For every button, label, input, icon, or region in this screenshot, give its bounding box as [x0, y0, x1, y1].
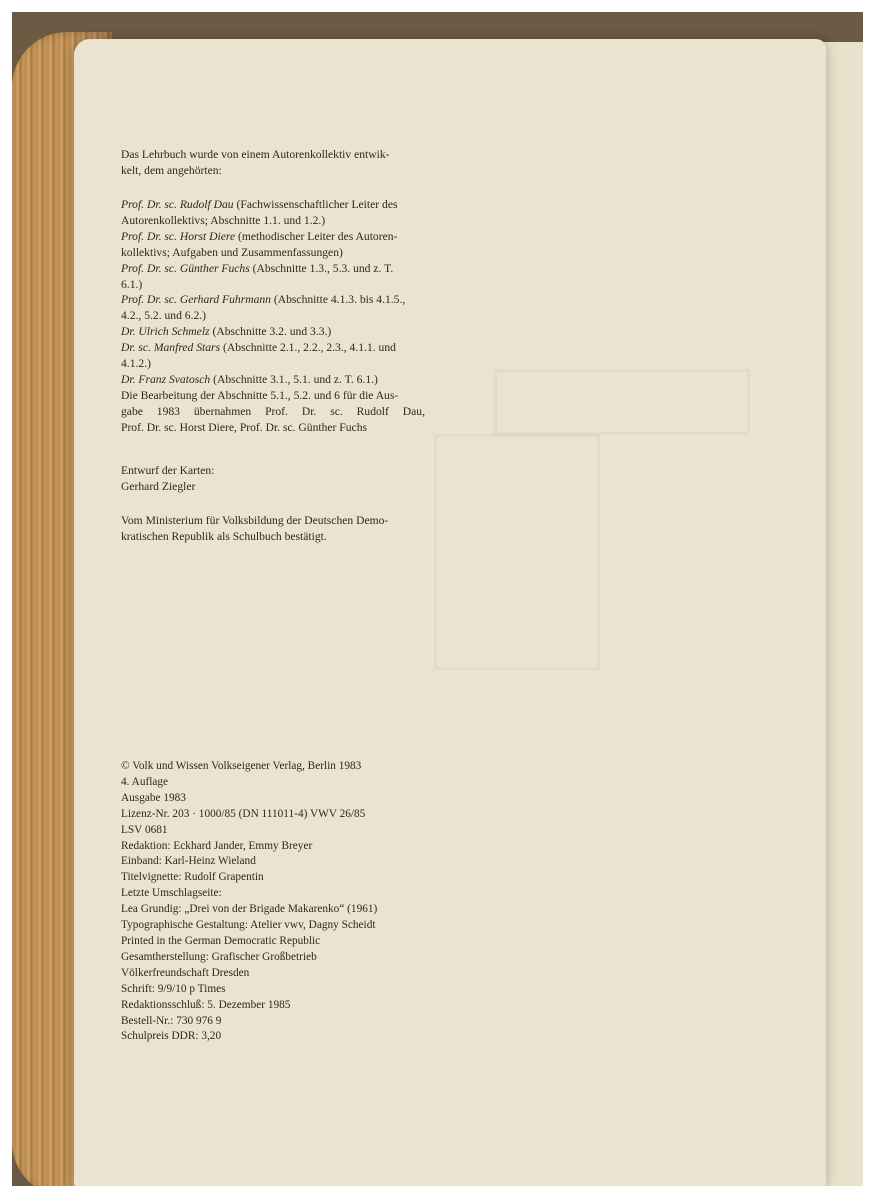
imprint-block	[121, 759, 449, 1045]
imprint-line: Lizenz-Nr. 203 · 1000/85 (DN 111011-4) VWV 26/85	[121, 807, 366, 820]
author-name: Prof. Dr. sc. Horst Diere	[121, 229, 236, 243]
author-entry	[121, 340, 449, 356]
author-name: Prof. Dr. sc. Rudolf Dau	[121, 198, 234, 211]
revision-line: Die Bearbeitung der Abschnitte 5.1., 5.2. und 6 für die Aus-	[121, 388, 399, 402]
author-list	[121, 197, 449, 436]
author-name: Prof. Dr. sc. Gerhard Fuhrmann	[121, 293, 271, 307]
imprint-line: Schulpreis DDR: 3,20	[121, 1030, 222, 1043]
author-name: Dr. sc. Manfred Stars	[121, 341, 221, 355]
author-entry	[121, 197, 449, 213]
author-desc-cont: Autorenkollektivs; Abschnitte 1.1. und 1.2.)	[121, 213, 326, 227]
imprint-line: Titelvignette: Rudolf Grapentin	[121, 871, 264, 884]
maps-credit	[121, 463, 449, 495]
approval-line: Vom Ministerium für Volksbildung der Deutschen Demo-	[121, 514, 389, 527]
imprint-line: LSV 0681	[121, 823, 168, 836]
imprint-line: Letzte Umschlagseite:	[121, 887, 222, 900]
author-entry	[121, 229, 449, 245]
author-desc: (methodischer Leiter des Autoren-	[238, 229, 398, 243]
author-entry	[121, 292, 449, 308]
imprint-line: Schrift: 9/9/10 p Times	[121, 982, 226, 995]
author-entry	[121, 261, 449, 277]
author-desc: (Fachwissenschaftlicher Leiter des	[236, 198, 398, 211]
imprint-line: Bestell-Nr.: 730 976 9	[121, 1014, 222, 1027]
imprint-line: Printed in the German Democratic Republic	[121, 934, 321, 947]
imprint-line: 4. Auflage	[121, 775, 169, 788]
book-page	[74, 39, 826, 1186]
author-name: Dr. Ulrich Schmelz	[121, 325, 210, 339]
author-desc-cont: 4.2., 5.2. und 6.2.)	[121, 309, 207, 323]
imprint-line: Redaktion: Eckhard Jander, Emmy Breyer	[121, 839, 313, 852]
imprint-line: Ausgabe 1983	[121, 791, 186, 804]
imprint-line: Völkerfreundschaft Dresden	[121, 966, 250, 979]
author-desc: (Abschnitte 3.2. und 3.3.)	[212, 325, 332, 339]
author-desc-cont: kollektivs; Aufgaben und Zusammenfassungen)	[121, 245, 343, 259]
approval-note	[121, 513, 449, 545]
author-desc-cont: 6.1.)	[121, 277, 143, 291]
maps-label: Entwurf der Karten:	[121, 464, 215, 477]
author-entry	[121, 372, 449, 388]
author-desc: (Abschnitte 1.3., 5.3. und z. T.	[252, 261, 394, 275]
imprint-line: Lea Grundig: „Drei von der Brigade Makarenko“ (1961)	[121, 903, 378, 916]
show-through-shape	[494, 369, 750, 435]
maps-author: Gerhard Ziegler	[121, 479, 196, 493]
author-entry	[121, 324, 449, 340]
intro-paragraph	[121, 147, 449, 179]
author-desc: (Abschnitte 3.1., 5.1. und z. T. 6.1.)	[213, 372, 378, 386]
show-through-shape	[434, 434, 600, 670]
author-desc: (Abschnitte 4.1.3. bis 4.1.5.,	[273, 293, 406, 307]
imprint-line: Einband: Karl-Heinz Wieland	[121, 855, 256, 868]
intro-line: kelt, dem angehörten:	[121, 163, 222, 177]
author-desc: (Abschnitte 2.1., 2.2., 2.3., 4.1.1. und	[223, 341, 396, 355]
photo-frame	[12, 12, 863, 1186]
imprint-line: © Volk und Wissen Volkseigener Verlag, Berlin 1983	[121, 760, 362, 772]
imprint-line: Redaktionsschluß: 5. Dezember 1985	[121, 998, 291, 1011]
author-name: Dr. Franz Svatosch	[121, 372, 211, 386]
imprint-line: Gesamtherstellung: Grafischer Großbetrieb	[121, 950, 317, 963]
imprint-line: Typographische Gestaltung: Atelier vwv, Dagny Scheidt	[121, 919, 376, 932]
intro-line: Das Lehrbuch wurde von einem Autorenkollektiv entwik-	[121, 148, 390, 161]
author-name: Prof. Dr. sc. Günther Fuchs	[121, 261, 250, 275]
revision-line: gabe 1983 übernahmen Prof. Dr. sc. Rudolf Dau,	[121, 404, 425, 418]
approval-line: kratischen Republik als Schulbuch bestätigt.	[121, 529, 327, 543]
revision-line: Prof. Dr. sc. Horst Diere, Prof. Dr. sc. Günther Fuchs	[121, 420, 368, 434]
author-desc-cont: 4.1.2.)	[121, 357, 151, 371]
